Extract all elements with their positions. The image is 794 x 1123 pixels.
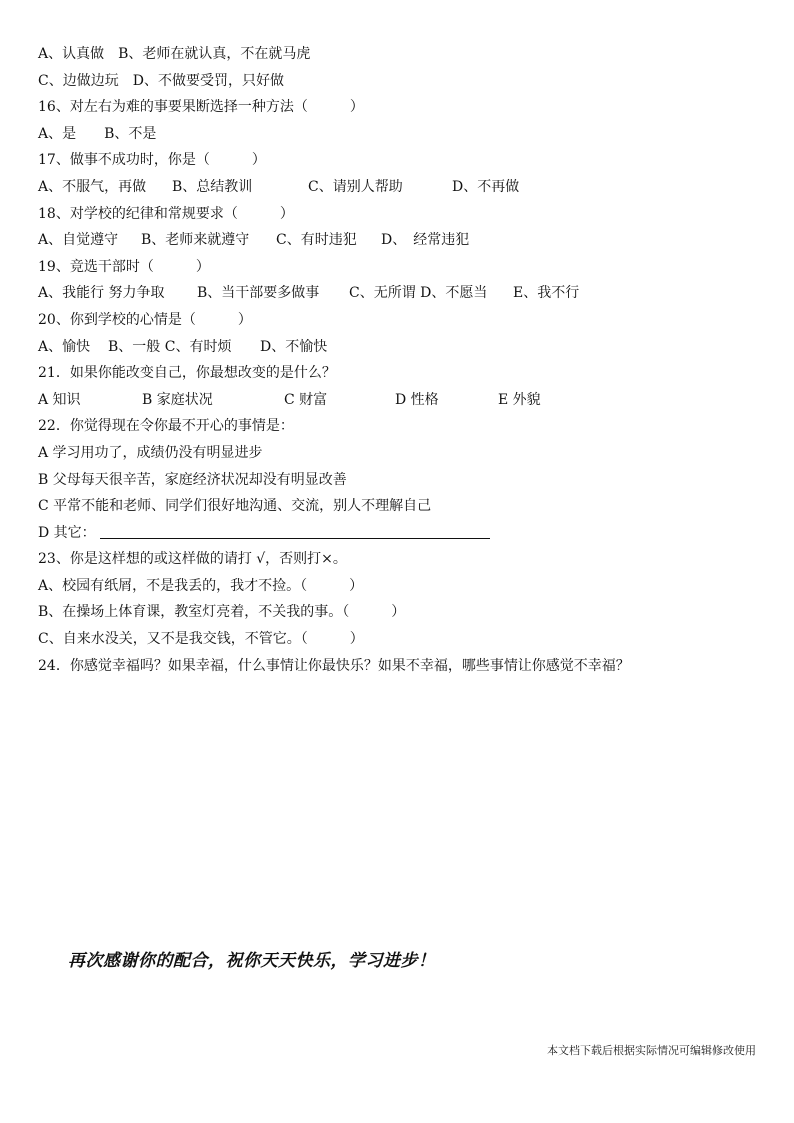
option-d: D、不做要受罚，只好做 [132,72,284,89]
option-d-label: D 其它： [38,524,96,541]
option-a: A、愉快 [38,338,91,355]
question-21-options [38,387,758,414]
question-20-options [38,334,758,361]
option-a: A、认真做 [38,46,105,62]
option-d: D、 经常违犯 [381,232,470,249]
question-22-option-d [38,520,758,547]
option-e: E 外貌 [498,391,541,408]
option-c: C、无所谓 D、不愿当 [349,285,488,302]
question-17-options [38,174,758,201]
question-16-options [38,121,758,148]
question-22-option-b: B 父母每天很辛苦，家庭经济状况却没有明显改善 [38,471,347,488]
questionnaire-body [38,41,758,679]
closing-message: 再次感谢你的配合，祝你天天快乐，学习进步！ [68,951,436,971]
option-c: C、边做边玩 [38,72,119,89]
option-d: D 性格 [395,391,439,408]
question-18: 18、对学校的纪律和常规要求（ ） [38,205,294,222]
question-20: 20、你到学校的心情是（ ） [38,311,252,328]
option-c: C、有时违犯 [276,232,357,249]
question-19: 19、竞选干部时（ ） [38,258,210,275]
option-b: B、总结教训 [172,178,253,195]
option-b: B 家庭状况 [142,391,213,408]
option-c: C、请别人帮助 [308,178,403,195]
option-a: A、自觉遵守 [38,232,119,249]
answer-blank[interactable] [100,522,490,539]
question-24: 24．你感觉幸福吗？如果幸福，什么事情让你最快乐？如果不幸福，哪些事情让你感觉不幸福？ [38,657,630,674]
option-line [38,68,758,95]
question-23-item-b: B、在操场上体育课，教室灯亮着，不关我的事。（ ） [38,604,406,621]
question-17: 17、做事不成功时，你是（ ） [38,152,266,169]
question-22: 22．你觉得现在令你最不开心的事情是： [38,418,294,435]
question-22-option-c: C 平常不能和老师、同学们很好地沟通、交流，别人不理解自己 [38,498,432,515]
question-19-options [38,280,758,307]
question-21: 21．如果你能改变自己，你最想改变的是什么？ [38,365,336,382]
option-d: D、不愉快 [260,338,328,355]
question-23-item-c: C、自来水没关，又不是我交钱，不管它。（ ） [38,631,364,648]
option-b: B、一般 C、有时烦 [108,338,232,355]
option-b: B、不是 [104,125,157,142]
option-line [38,41,758,68]
question-23-item-a: A、校园有纸屑，不是我丢的，我才不捡。（ ） [38,577,364,594]
option-d: D、不再做 [452,178,520,195]
question-22-option-a: A 学习用功了，成绩仍没有明显进步 [38,444,263,461]
option-b: B、老师在就认真，不在就马虎 [118,46,311,62]
option-e: E、我不行 [513,285,580,302]
question-23: 23、你是这样想的或这样做的请打 √，否则打×。 [38,551,347,568]
option-b: B、老师来就遵守 [141,232,250,249]
footer-note: 本文档下载后根据实际情况可编辑修改使用 [547,1044,756,1057]
option-a: A、是 [38,125,77,142]
option-a: A、不服气，再做 [38,178,147,195]
question-18-options [38,227,758,254]
option-b: B、当干部要多做事 [197,285,320,302]
question-16: 16、对左右为难的事要果断选择一种方法（ ） [38,99,364,116]
option-a: A 知识 [38,391,81,408]
option-a: A、我能行 努力争取 [38,285,165,302]
option-c: C 财富 [284,391,328,408]
